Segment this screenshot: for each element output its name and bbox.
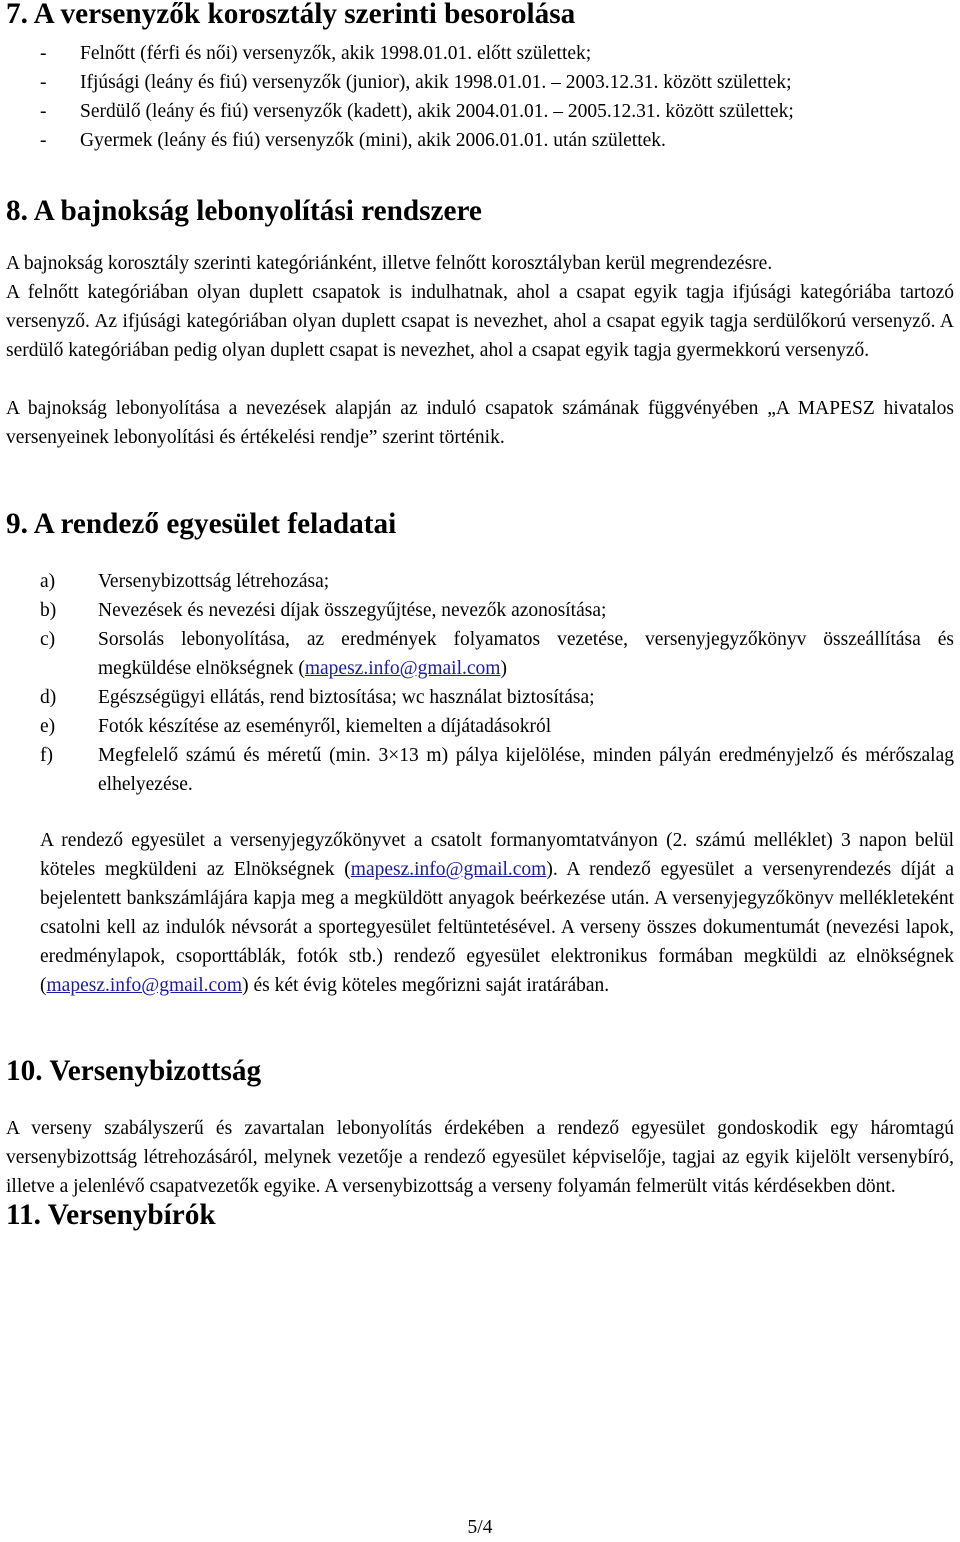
list-item: - Gyermek (leány és fiú) versenyzők (mini), akik 2006.01.01. után születtek. [40,130,666,151]
section-8-paragraph-1: A bajnokság korosztály szerinti kategóriánként, illetve felnőtt korosztályban kerül megrendezésre. [6,253,773,274]
list-item: b) Nevezések és nevezési díjak összegyűjtése, nevezők azonosítása; [40,600,607,621]
email-link[interactable]: mapesz.info@gmail.com [304,658,501,679]
age-category-list [6,39,954,155]
list-item: d) Egészségügyi ellátás, rend biztosítása; wc használat biztosítása; [40,687,595,708]
section-9-paragraph: A rendező egyesület a versenyjegyzőkönyvet a csatolt formanyomtatványon (2. számú melléklet) 3 napon belül köteles megküldeni az Elnökségnek (mapesz.info@gmail.com). A rendező egyesület a versenyrendezés díját a bejelentett bankszámlájára kapja meg a megküldött anyagok beérkezése után. A versenyjegyzőkönyv mellékleteként csatolni kell az indulók névsorát a sportegyesület feltüntetésével. A verseny összes dokumentumát (nevezési lapok, eredménylapok, csoporttáblák, fotók stb.) rendező egyesület elektronikus formában megküldi az elnökségnek (mapesz.info@gmail.com) és két évig köteles megőrizni saját iratárában. [40,830,954,996]
list-item: f) Megfelelő számú és méretű (min. 3×13 m) pálya kijelölése, minden pályán eredményjelző és mérőszalag elhelyezése. [40,745,954,795]
list-item: - Ifjúsági (leány és fiú) versenyzők (junior), akik 1998.01.01. – 2003.12.31. között születtek; [40,72,792,93]
section-9-paragraph-block [6,826,954,1000]
section-9-heading: 9. A rendező egyesület feladatai [6,508,397,540]
section-8-paragraph-2: A felnőtt kategóriában olyan duplett csapatok is indulhatnak, ahol a csapat egyik tagja ifjúsági kategóriába tartozó versenyző. Az ifjúsági kategóriában olyan duplett csapat is nevezhet, ahol a csapat egyik tagja serdülőkorú versenyző. A serdülő kategóriában pedig olyan duplett csapat is nevezhet, ahol a csapat egyik tagja gyermekkorú versenyző. [6,282,954,361]
list-item: - Felnőtt (férfi és női) versenyzők, akik 1998.01.01. előtt születtek; [40,43,592,64]
organizer-tasks-list [6,567,954,799]
page-number: 5/4 [467,1517,493,1538]
section-8-heading: 8. A bajnokság lebonyolítási rendszere [6,195,482,227]
document-page [6,0,954,1538]
section-10-paragraph: A verseny szabályszerű és zavartalan lebonyolítás érdekében a rendező egyesület gondoskodik egy háromtagú versenybizottság létrehozásáról, melynek vezetője a rendező egyesület képviselője, tagjai az egyik kijelölt versenybíró, illetve a jelenlévő csapatvezetők egyike. A versenybizottság a verseny folyamán felmerült vitás kérdésekben dönt. [6,1118,954,1197]
list-item: a) Versenybizottság létrehozása; [40,571,330,592]
section-7-heading: 7. A versenyzők korosztály szerinti besorolása [6,0,576,30]
list-item: - Serdülő (leány és fiú) versenyzők (kadett), akik 2004.01.01. – 2005.12.31. között születtek; [40,101,794,122]
email-link[interactable]: mapesz.info@gmail.com [350,859,547,880]
email-link[interactable]: mapesz.info@gmail.com [46,975,243,996]
list-item: e) Fotók készítése az eseményről, kiemelten a díjátadásokról [40,716,552,737]
section-10-heading: 10. Versenybizottság [6,1055,262,1087]
section-8-paragraph-3: A bajnokság lebonyolítása a nevezések alapján az induló csapatok számának függvényében „A MAPESZ hivatalos versenyeinek lebonyolítási és értékelési rendje” szerint történik. [6,398,954,448]
section-11-heading: 11. Versenybírók [6,1199,216,1231]
list-item: c) Sorsolás lebonyolítása, az eredmények folyamatos vezetése, versenyjegyzőkönyv összeállítása és megküldése elnökségnek (mapesz.info@gmail.com) [40,629,954,679]
